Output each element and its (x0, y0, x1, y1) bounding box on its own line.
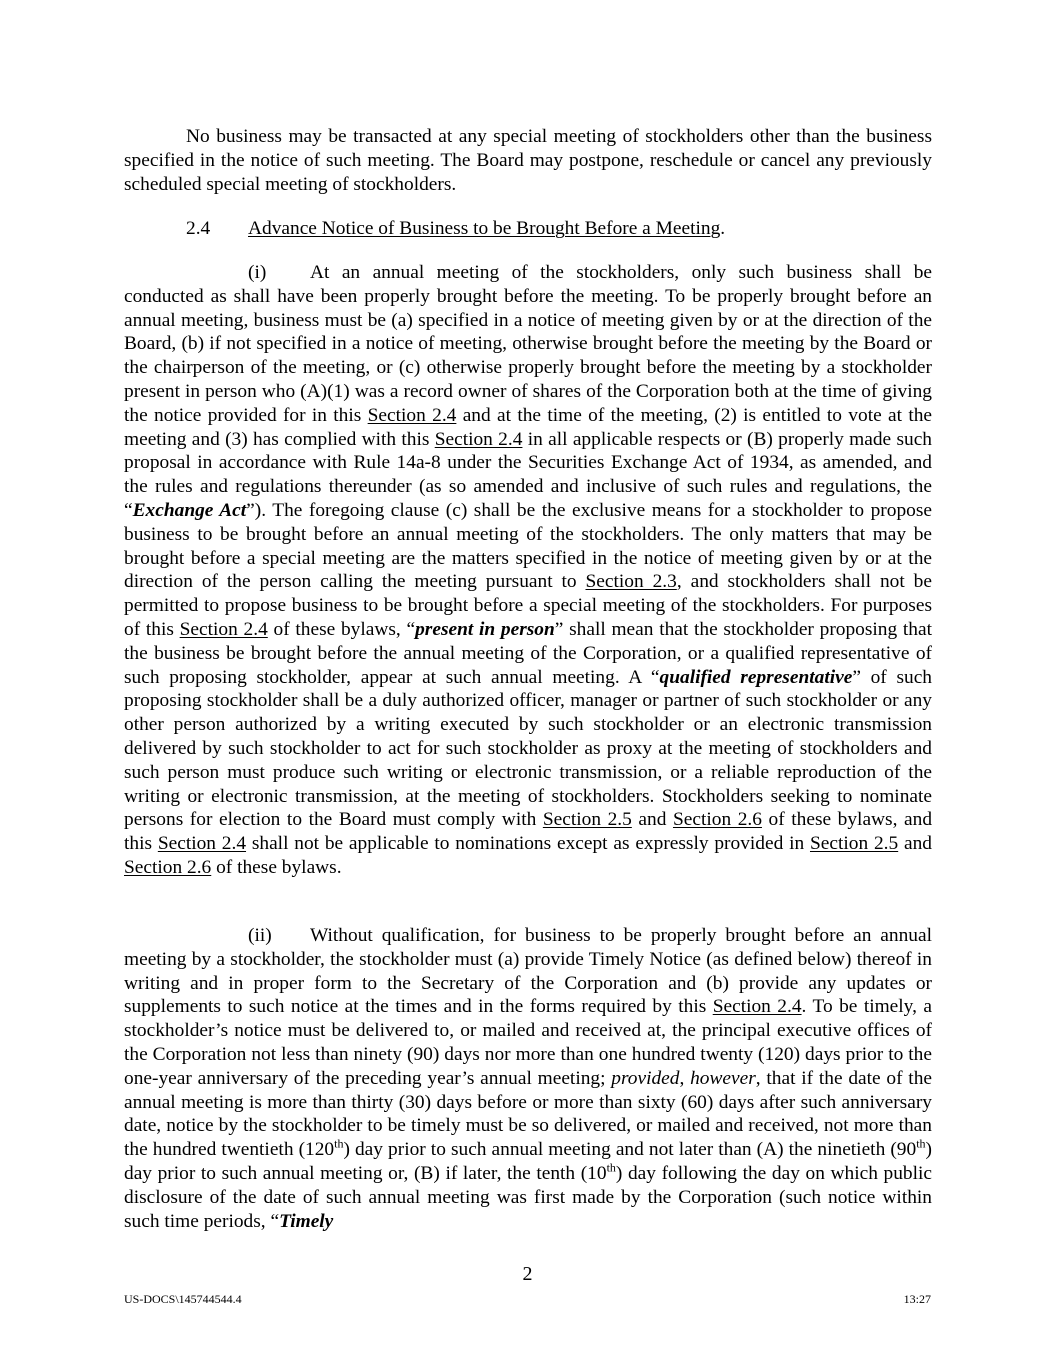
clause-text: At an annual meeting of the stockholders, only such business shall be conducted as shall have been properly brought before the meeting. To be properly brought before an annual meeting, business must be (a) specified in a notice of meeting given by or at the direction of the Board, (b) if not specified in a notice of meeting, otherwise brought before the meeting by the Board or the chairperson of the meeting, or (c) otherwise properly brought before the meeting by a stockholder present in person who (A)(1) was a record owner of shares of the Corporation both at the time of giving the notice provided for in this (124, 262, 932, 426)
section-reference: Section 2.6 (672, 809, 762, 831)
clause-text: ) day prior to such annual meeting or, (B) if later, the tenth (10 (124, 1139, 932, 1184)
section-reference: Section 2.4 (712, 996, 802, 1018)
section-title: Advance Notice of Business to be Brought Before a Meeting (248, 218, 721, 239)
section-title-period: . (720, 218, 726, 239)
clause-text: ) day prior to such annual meeting and not later than (A) the ninetieth (90 (343, 1139, 917, 1161)
clause-text: of these bylaws, and this (124, 809, 933, 855)
clause-text: ” shall mean that the stockholder proposing that the business be brought before the annual meeting of the Corporation, or a qualified representative of such proposing stockholder, appear at such annual meeting. A “ (124, 618, 932, 688)
ordinal-suffix: th (606, 1160, 616, 1175)
section-reference: Section 2.3 (585, 571, 677, 593)
defined-term: Timely (279, 1210, 334, 1232)
clause-text: shall not be applicable to nominations except as expressly provided in (246, 833, 810, 855)
clause-text: ” of such proposing stockholder shall be a duly authorized officer, manager or partner of such stockholder or any other person authorized by a writing executed by such stockholder or an electronic transmission delivered by such stockholder to act for such stockholder as proxy at the meeting of stockholders and such person must produce such writing or electronic transmission, or a reliable reproduction of the writing or electronic transmission, at the meeting of stockholders. Stockholders seeking to nominate persons for election to the Board must comply with (124, 666, 932, 831)
section-reference: Section 2.4 (434, 428, 523, 450)
clause-text: , and stockholders shall not be permitted to propose business to be brought before a special meeting of the stockholders. For purposes of this (124, 571, 932, 640)
clause-text: of these bylaws, “ (267, 618, 416, 640)
section-reference: Section 2.5 (809, 833, 899, 855)
page-number: 2 (522, 1263, 533, 1285)
footer-doc-id: US-DOCS\145744544.4 (124, 1292, 242, 1306)
clause-text: of these bylaws. (211, 856, 342, 878)
clause-text: and (631, 809, 673, 831)
section-heading (186, 217, 725, 241)
clause-text: and at the time of the meeting, (2) is entitled to vote at the meeting and (3) has complied with this (124, 404, 933, 450)
ordinal-suffix: th (334, 1136, 344, 1151)
section-reference: Section 2.4 (367, 404, 457, 426)
clause-text: ) day following the day on which public disclosure of the date of such annual meeting was first made by the Corporation (such notice within such time periods, “ (124, 1162, 932, 1232)
clause-i-label: (i) (248, 262, 267, 283)
defined-term: Exchange Act (132, 499, 247, 521)
clause-text: and (898, 833, 932, 855)
clause-text: , (679, 1067, 691, 1089)
ordinal-suffix: th (916, 1136, 926, 1151)
defined-term: qualified representative (659, 666, 853, 688)
clause-text: in all applicable respects or (B) properly made such proposal in accordance with Rule 14a-8 under the Securities Exchange Act of 1934, as amended, and the rules and regulations thereunder (as so amended and inclusive of such rules and regulations, the “ (124, 428, 933, 521)
footer-time: 13:27 (903, 1292, 931, 1306)
clause-ii-label: (ii) (248, 925, 272, 946)
clause-i-paragraph (124, 261, 932, 880)
italic-term: provided (611, 1067, 680, 1089)
section-number: 2.4 (186, 218, 211, 239)
intro-paragraph: No business may be transacted at any special meeting of stockholders other than the business specified in the notice of such meeting. The Board may postpone, reschedule or cancel any previously scheduled special meeting of stockholders. (124, 126, 932, 195)
section-reference: Section 2.5 (542, 809, 632, 831)
section-reference: Section 2.4 (157, 833, 247, 855)
section-reference: Section 2.6 (124, 856, 212, 878)
clause-text: Without qualification, for business to be properly brought before an annual meeting by a stockholder, the stockholder must (a) provide Timely Notice (as defined below) thereof in writing and in proper form to the Secretary of the Corporation and (b) provide any updates or supplements to such notice at the times and in the forms required by this (124, 925, 932, 1018)
defined-term: present in person (415, 618, 555, 640)
italic-term: however (690, 1067, 756, 1089)
clause-text: ”). The foregoing clause (c) shall be the exclusive means for a stockholder to propose business to be brought before an annual meeting of the stockholders. The only matters that may be brought before a special meeting are the matters specified in the notice of meeting given by or at the direction of the person calling the meeting pursuant to (124, 499, 932, 593)
section-reference: Section 2.4 (179, 618, 268, 640)
clause-ii-paragraph (124, 924, 932, 1233)
clause-text: , that if the date of the annual meeting is more than thirty (30) days before or more than sixty (60) days after such anniversary date, notice by the stockholder to be timely must be so delivered, or mailed and received, not more than the hundred twentieth (120 (124, 1067, 932, 1161)
clause-text: . To be timely, a stockholder’s notice must be delivered to, or mailed and received at, the principal executive offices of the Corporation not less than ninety (90) days nor more than one hundred twenty (120) days prior to the one-year anniversary of the preceding year’s annual meeting; (124, 996, 932, 1089)
